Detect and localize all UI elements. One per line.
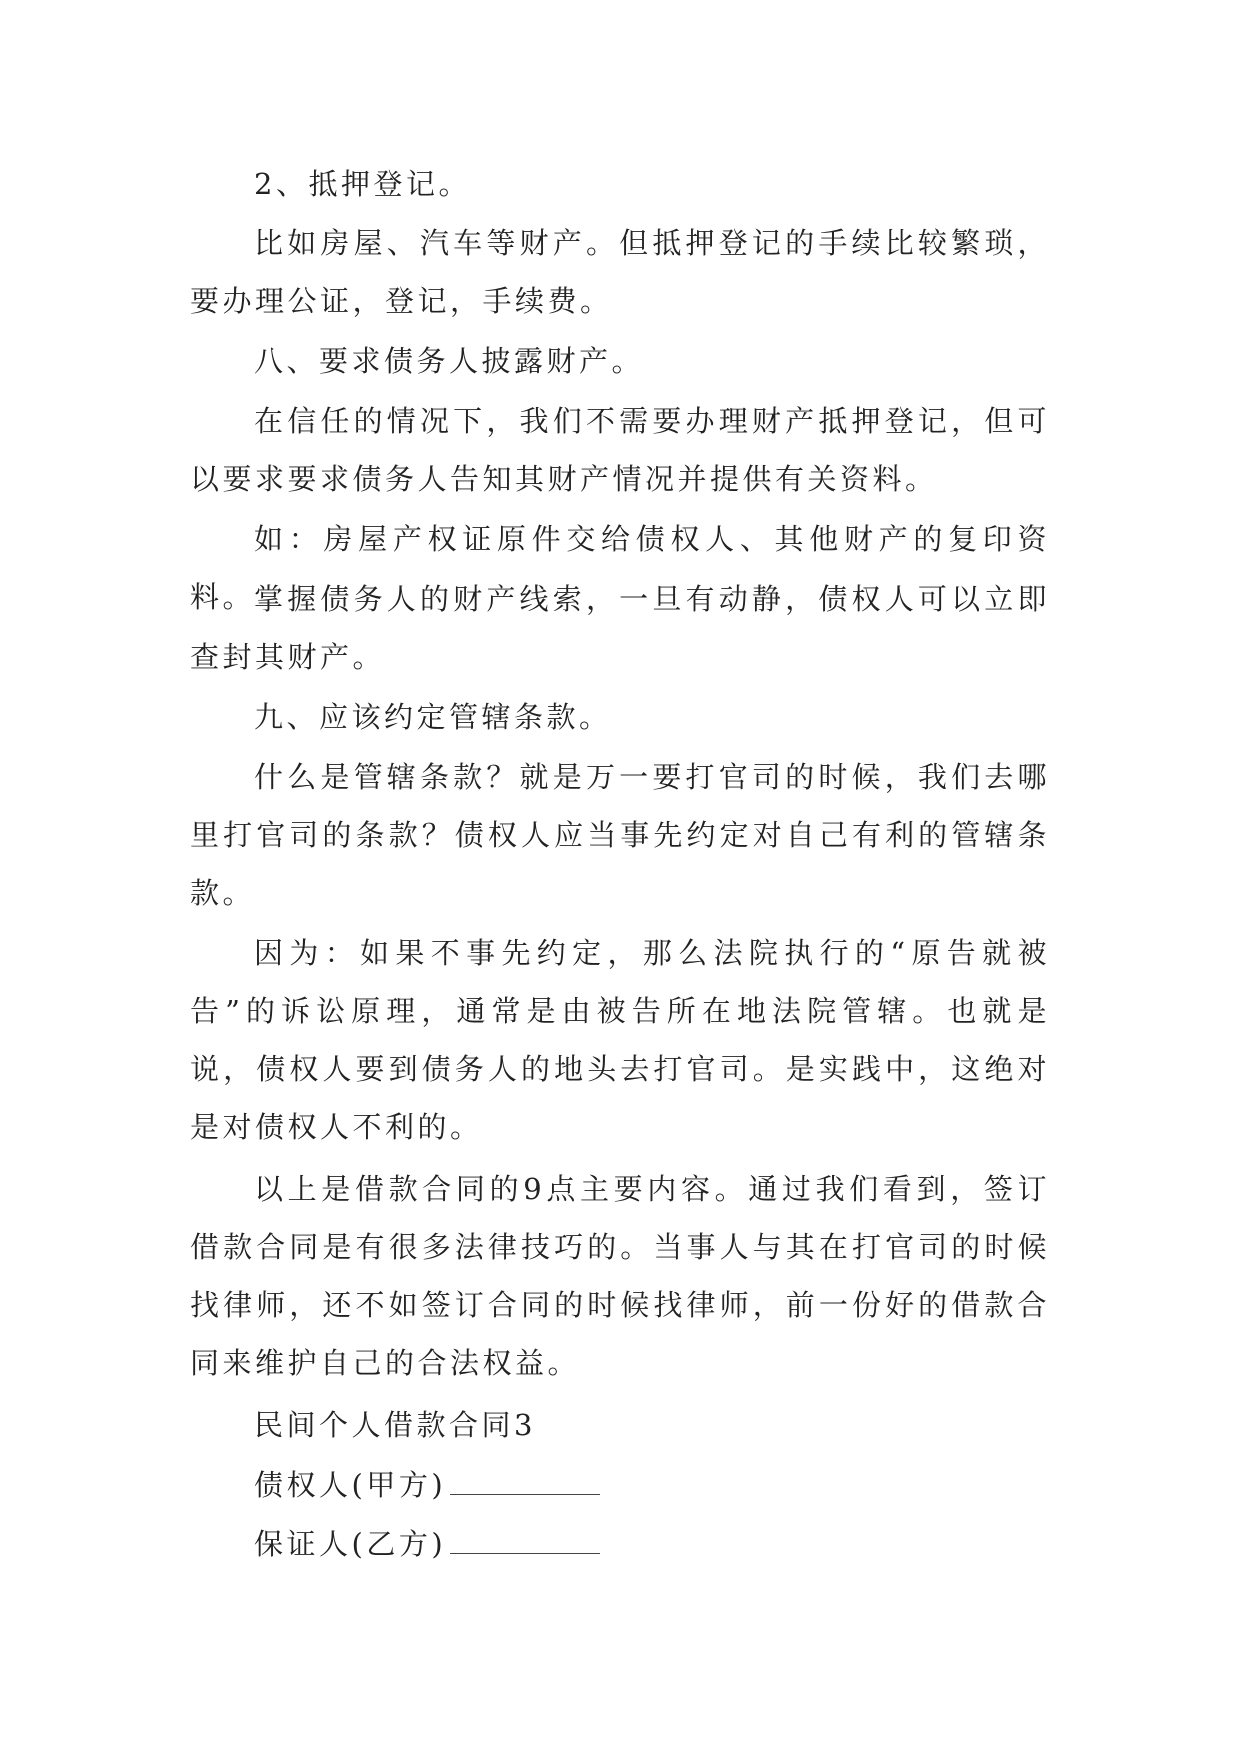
guarantor-blank-field — [450, 1523, 600, 1554]
creditor-line — [190, 1456, 1050, 1514]
guarantor-line — [190, 1515, 1050, 1573]
paragraph-jurisdiction-reason: 因为：如果不事先约定，那么法院执行的“原告就被告”的诉讼原理，通常是由被告所在地法院管辖。也就是说，债权人要到债务人的地头去打官司。是实践中，这绝对是对债权人不利的。 — [190, 936, 1050, 1144]
section-heading-9: 九、应该约定管辖条款。 — [254, 700, 612, 734]
section-heading-8: 八、要求债务人披露财产。 — [254, 344, 645, 378]
paragraph-example: 如：房屋产权证原件交给债权人、其他财产的复印资料。 — [190, 522, 1050, 614]
paragraph-trust-disclosure: 在信任的情况下，我们不需要办理财产抵押登记，但可以要求要求债务人告知其财产情况并提供有关资料。 — [190, 404, 1050, 496]
paragraph-asset-clues: 掌握债务人的财产线索，一旦有动静，债权人可以立即查封其财产。 — [190, 582, 1050, 674]
contract-title: 民间个人借款合同3 — [254, 1408, 536, 1442]
paragraph-summary: 以上是借款合同的9点主要内容。通过我们看到，签订借款合同是有很多法律技巧的。当事人与其在打官司的时候找律师，还不如签订合同的时候找律师，前一份好的借款合同来维护自己的合法权益。 — [190, 1172, 1050, 1380]
paragraph-mortgage-detail: 比如房屋、汽车等财产。但抵押登记的手续比较繁琐，要办理公证，登记，手续费。 — [190, 226, 1050, 318]
paragraph-mortgage-registration: 2、抵押登记。 — [254, 167, 471, 201]
creditor-label: 债权人(甲方) — [254, 1468, 447, 1502]
paragraph-jurisdiction-question: 什么是管辖条款？就是万一要打官司的时候，我们去哪里打官司的条款？债权人应当事先约定对自己有利的管辖条款。 — [190, 760, 1050, 910]
guarantor-label: 保证人(乙方) — [254, 1527, 447, 1561]
creditor-blank-field — [450, 1464, 600, 1495]
